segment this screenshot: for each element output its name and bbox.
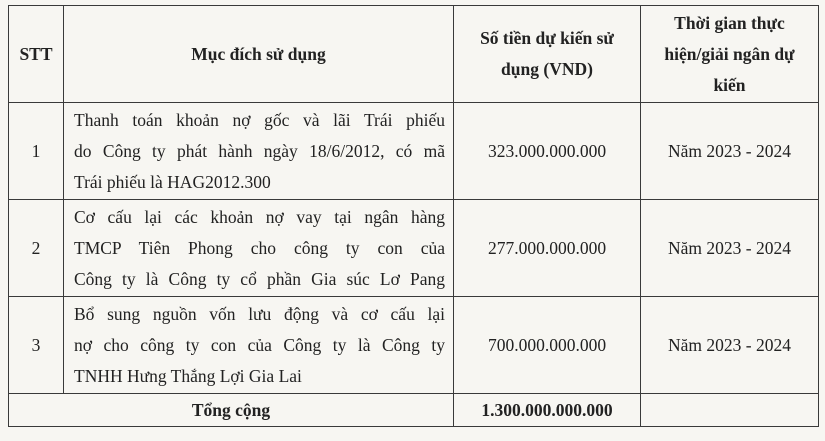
row-purpose: [64, 297, 454, 394]
row-amount: 277.000.000.000: [454, 200, 641, 297]
row-time: Năm 2023 - 2024: [641, 200, 819, 297]
row-purpose: [64, 103, 454, 200]
row-purpose-line: do Công ty phát hành ngày 18/6/2012, có mã: [74, 140, 445, 161]
total-row: [9, 394, 819, 427]
row-purpose-line: TNHH Hưng Thắng Lợi Gia Lai: [74, 365, 302, 386]
row-stt: 3: [9, 297, 64, 394]
total-label: Tổng cộng: [9, 394, 454, 427]
total-amount: 1.300.000.000.000: [454, 394, 641, 427]
header-stt: STT: [9, 6, 64, 103]
header-time-line-1: Thời gian thực: [674, 12, 785, 33]
row-purpose-line: nợ cho công ty con của Công ty là Công ty: [74, 334, 445, 355]
row-purpose-line: TMCP Tiên Phong cho công ty con của: [74, 237, 445, 258]
header-row: [9, 6, 819, 103]
row-time: Năm 2023 - 2024: [641, 103, 819, 200]
row-purpose-line: Cơ cấu lại các khoản nợ vay tại ngân hàng: [74, 206, 445, 227]
row-stt: 1: [9, 103, 64, 200]
header-purpose: Mục đích sử dụng: [64, 6, 454, 103]
table-row: [9, 103, 819, 200]
row-purpose-line: Công ty là Công ty cổ phần Gia súc Lơ Pang: [74, 268, 445, 289]
header-amount: [454, 6, 641, 103]
row-stt: 2: [9, 200, 64, 297]
table-row: [9, 200, 819, 297]
header-amount-line-2: dụng (VND): [501, 59, 593, 79]
row-time: Năm 2023 - 2024: [641, 297, 819, 394]
row-amount: 700.000.000.000: [454, 297, 641, 394]
header-time-line-2: hiện/giải ngân dự: [664, 43, 795, 64]
row-purpose-line: Bổ sung nguồn vốn lưu động và cơ cấu lại: [74, 303, 445, 324]
row-purpose: [64, 200, 454, 297]
header-amount-line-1: Số tiền dự kiến sử: [480, 28, 614, 48]
fund-usage-table: [8, 5, 819, 427]
table-row: [9, 297, 819, 394]
row-purpose-line: Trái phiếu là HAG2012.300: [74, 171, 271, 192]
header-time: [641, 6, 819, 103]
row-purpose-line: Thanh toán khoản nợ gốc và lãi Trái phiếu: [74, 109, 445, 130]
header-time-line-3: kiến: [713, 74, 746, 95]
total-time: [641, 394, 819, 427]
row-amount: 323.000.000.000: [454, 103, 641, 200]
